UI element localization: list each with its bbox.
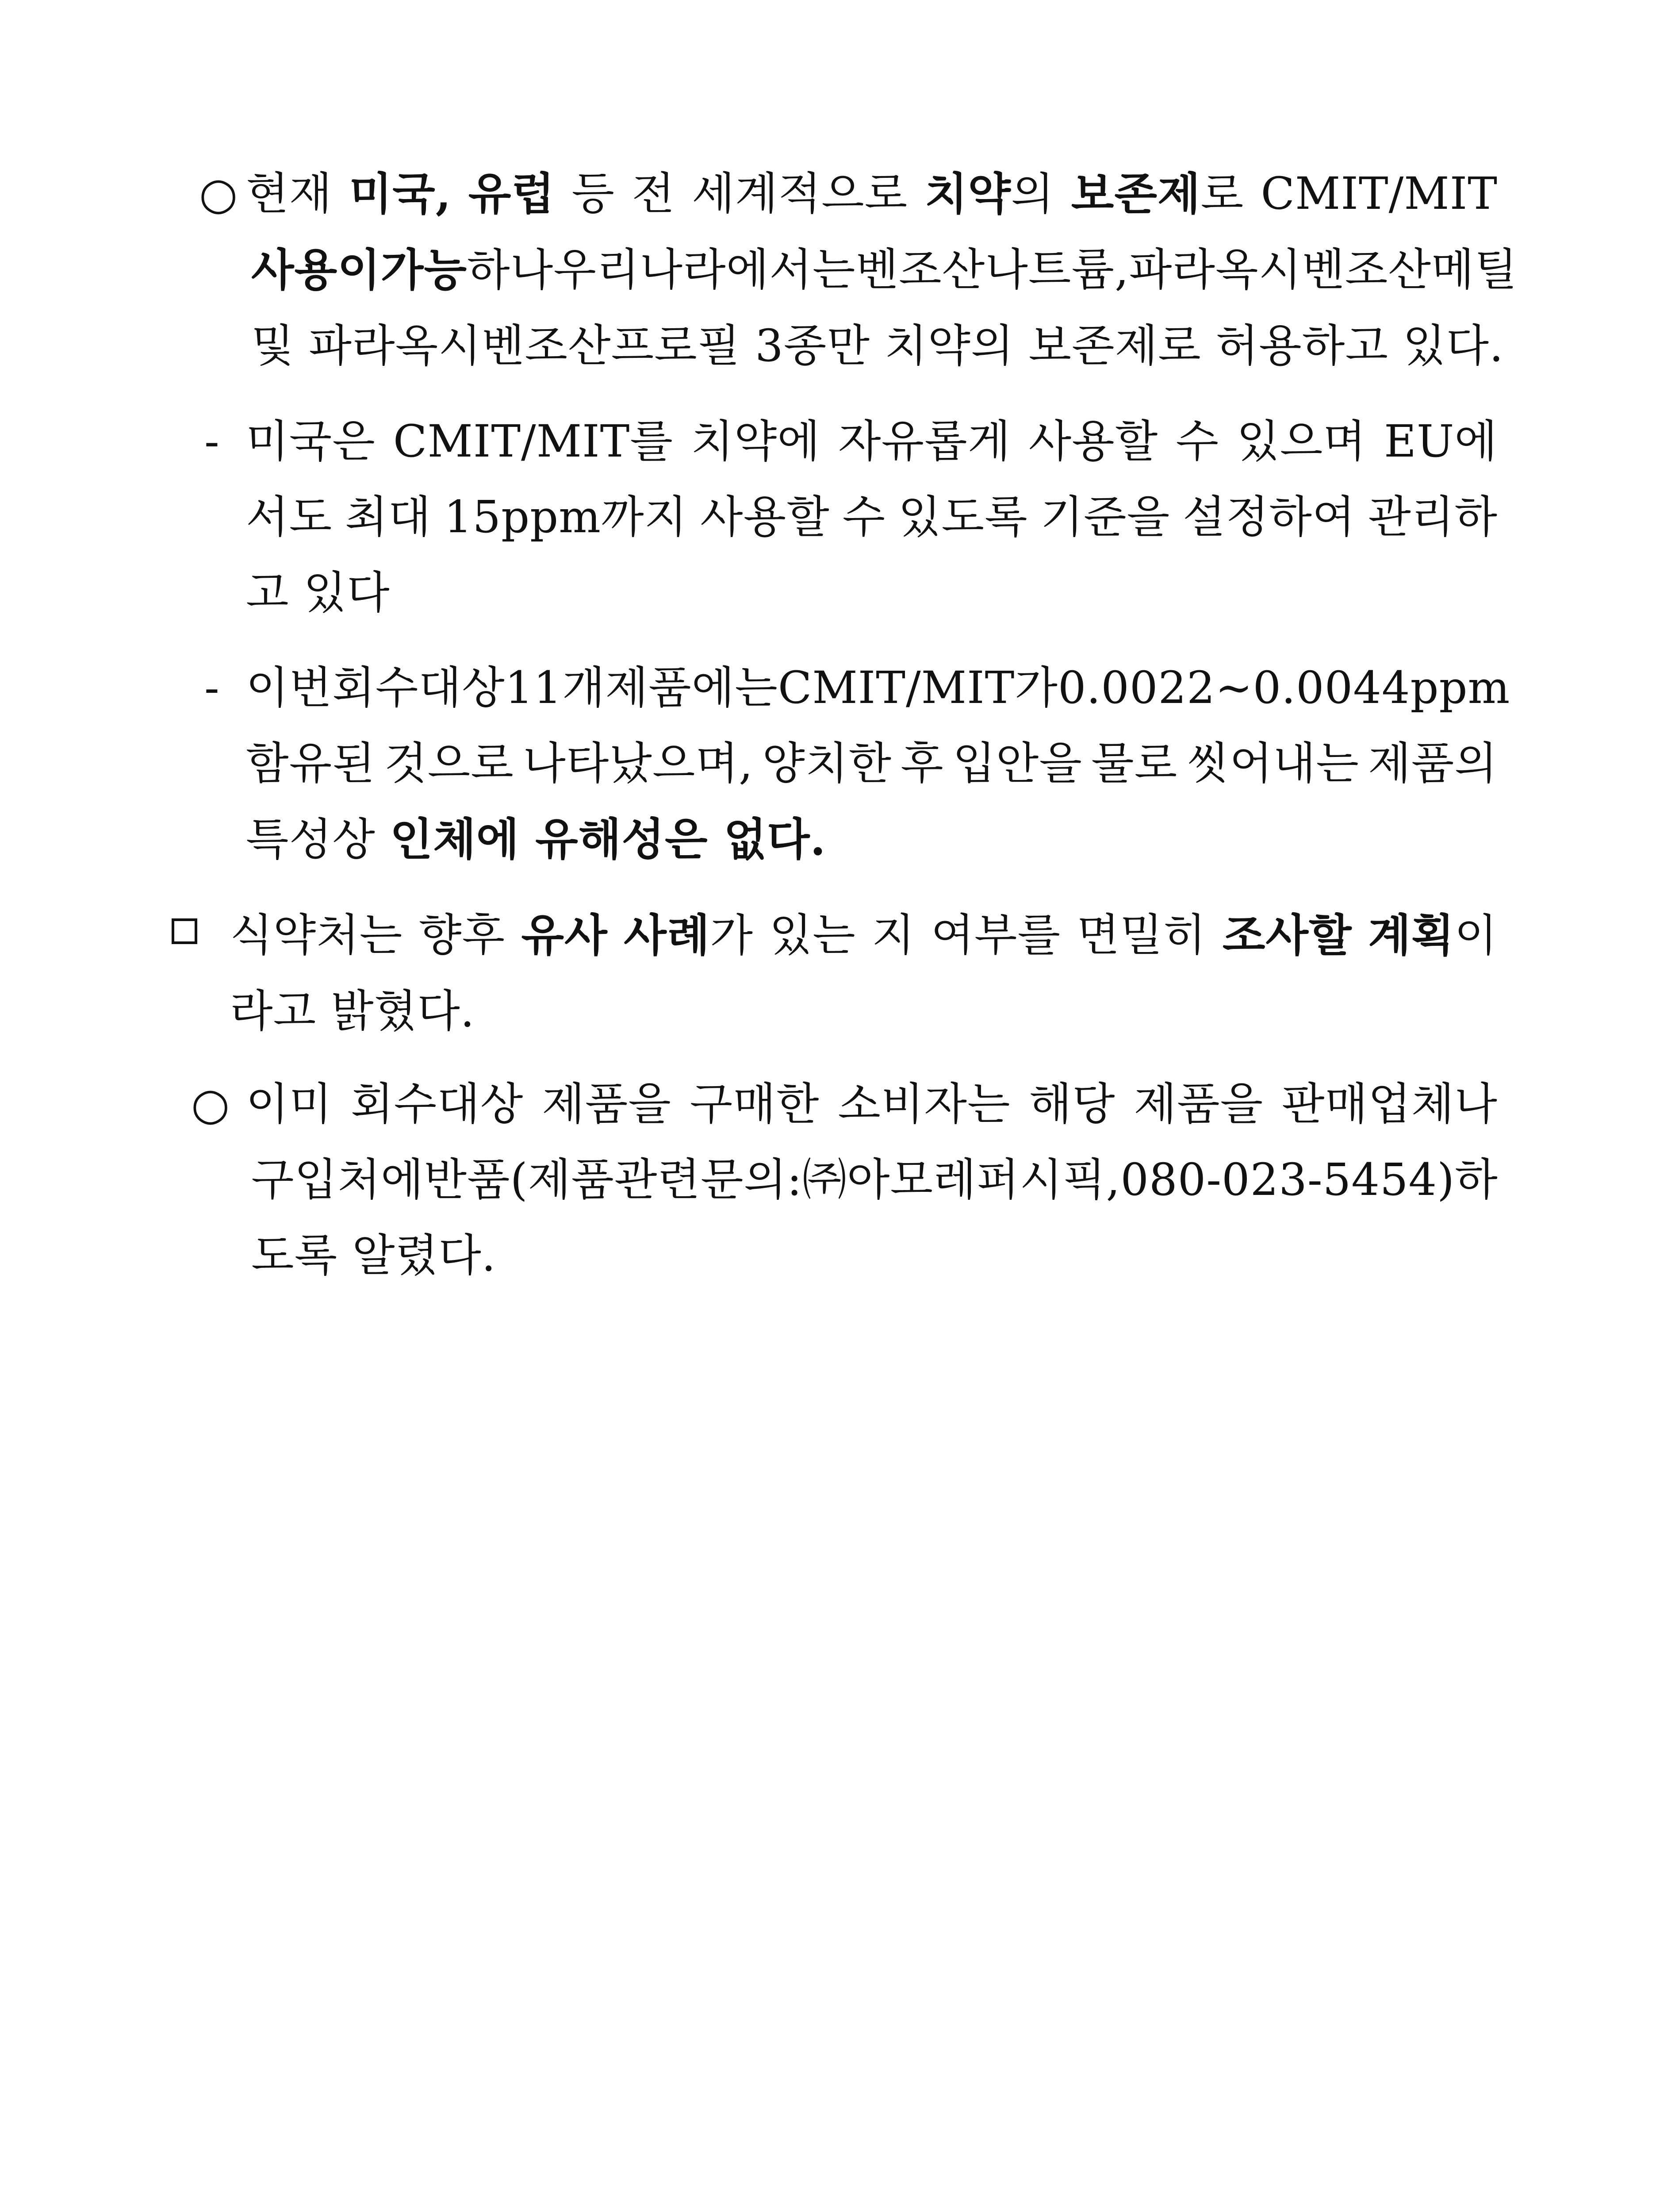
- text-segment: [246, 415, 376, 468]
- bold-text: 유럽: [468, 168, 555, 220]
- paragraph-1-line-1: [246, 167, 1498, 220]
- text-segment: [251, 1229, 496, 1281]
- text-segment: [692, 167, 908, 220]
- text-segment: [349, 167, 452, 220]
- text-segment: [468, 167, 555, 220]
- text: 나타났으며,: [523, 737, 753, 789]
- text: 파라옥시벤조산메틸: [1129, 244, 1518, 296]
- text-segment: [1237, 415, 1366, 468]
- text-segment: [901, 737, 944, 790]
- text-segment: [838, 415, 1011, 468]
- text: 관리하: [1368, 491, 1498, 543]
- text-segment: [1223, 909, 1352, 962]
- text: 의: [1011, 168, 1054, 220]
- text-segment: [1368, 491, 1498, 544]
- text-segment: [390, 814, 826, 865]
- text-segment: [1368, 909, 1498, 962]
- text-segment: [1261, 167, 1498, 220]
- text-segment: [1129, 243, 1518, 296]
- paragraph-3-line-3: [246, 813, 826, 866]
- text: 특성상: [246, 814, 390, 865]
- text: 전: [632, 168, 675, 219]
- text-segment: [605, 661, 778, 714]
- paragraph-4-line-1: [230, 909, 1498, 962]
- text-segment: [762, 737, 892, 790]
- text: 080-023-5454)하: [1120, 1154, 1498, 1206]
- text-segment: [246, 491, 332, 544]
- text: 입안을: [953, 737, 1082, 789]
- text: 15ppm까지: [444, 491, 688, 543]
- text: 설정하여: [1183, 491, 1356, 543]
- text: 구입처에: [251, 1154, 424, 1206]
- text-segment: [523, 737, 753, 790]
- paragraph-2-line-1: [246, 415, 1498, 468]
- square-bullet-icon: [172, 918, 197, 944]
- text-segment: [521, 909, 608, 962]
- text-segment: [1120, 1153, 1498, 1206]
- text: 관련: [614, 1154, 701, 1206]
- text-segment: [632, 167, 675, 220]
- text: 서도: [246, 491, 333, 543]
- text: 문의:: [701, 1154, 802, 1206]
- text: 수: [842, 491, 886, 543]
- text-segment: [230, 909, 402, 962]
- text-segment: [614, 1153, 701, 1206]
- circle-bullet-icon: ○: [199, 168, 238, 219]
- text: 제품을: [1134, 1078, 1264, 1130]
- text-segment: [701, 1153, 802, 1206]
- text-segment: [444, 491, 687, 544]
- text: 제품을: [542, 1078, 671, 1130]
- bold-text: 조사할: [1222, 909, 1352, 961]
- text-segment: [424, 1153, 614, 1206]
- text: 회수대상: [332, 662, 505, 714]
- text: CMIT/MIT: [1261, 168, 1498, 219]
- text: 도록 알렸다.: [251, 1229, 496, 1281]
- bold-text: 인체에 유해성은 없다.: [390, 813, 826, 865]
- text-segment: [770, 909, 856, 962]
- text: 지: [872, 909, 915, 961]
- text: 있도록: [898, 491, 1028, 543]
- paragraph-5-line-1: [246, 1078, 1498, 1131]
- text-segment: [1028, 415, 1158, 468]
- text-segment: [571, 167, 615, 220]
- text-segment: [843, 491, 886, 544]
- bold-text: 계획: [1368, 909, 1455, 961]
- bold-text: 보존제: [1071, 168, 1201, 220]
- text-segment: [1282, 1078, 1498, 1131]
- text: 회수대상: [350, 1078, 524, 1130]
- text: 식약처는: [230, 909, 403, 961]
- text-segment: [1091, 737, 1177, 790]
- text-segment: [1040, 491, 1170, 544]
- text-segment: [345, 491, 431, 544]
- text: 양치한: [762, 737, 892, 789]
- text-segment: [351, 1078, 523, 1131]
- text-segment: [1384, 415, 1498, 468]
- text: 및 파라옥시벤조산프로필 3종만 치약의 보존제로 허용하고 있다.: [251, 320, 1504, 372]
- bold-text: 사례: [624, 909, 710, 961]
- text: 0.0022∼0.0044ppm: [1058, 662, 1510, 714]
- text: 있는: [769, 909, 856, 961]
- text-segment: [691, 415, 820, 468]
- text: CMIT/MIT를: [393, 415, 673, 467]
- text: 하나: [467, 244, 554, 296]
- text: 기준을: [1040, 491, 1170, 543]
- text: 면밀히: [1077, 909, 1207, 961]
- text-segment: [246, 814, 390, 865]
- text: 이번: [246, 662, 333, 714]
- text-segment: [700, 491, 830, 544]
- text-segment: [855, 243, 1129, 296]
- text-segment: [1183, 491, 1355, 544]
- text: 씻어내는: [1186, 737, 1359, 789]
- text-segment: [1134, 1078, 1263, 1131]
- text: 제품의: [1368, 737, 1498, 789]
- bold-text: 가능: [380, 244, 468, 296]
- text: 함유된: [246, 737, 376, 789]
- text-segment: [542, 1078, 671, 1131]
- text-segment: [690, 1078, 820, 1131]
- text: CMIT/MIT가: [778, 662, 1058, 714]
- text-segment: [384, 737, 514, 790]
- text: 자유롭게: [838, 415, 1011, 467]
- text: 우리나라에서는: [553, 244, 856, 296]
- text-segment: [838, 1078, 1010, 1131]
- text: 사용할: [1028, 415, 1158, 467]
- bold-text: 미국,: [349, 168, 452, 220]
- text: 가: [710, 910, 754, 961]
- text: ㈜아모레퍼시픽,: [802, 1154, 1121, 1206]
- text-segment: [1187, 737, 1359, 790]
- text: 수: [1176, 415, 1219, 467]
- text: 물로: [1091, 737, 1178, 789]
- text-segment: [230, 985, 475, 1037]
- text: EU에: [1384, 415, 1498, 467]
- text-segment: [393, 415, 673, 468]
- text-segment: [251, 243, 381, 296]
- text: 등: [571, 168, 615, 219]
- text-segment: [1176, 415, 1219, 468]
- text-segment: [553, 243, 855, 296]
- paragraph-5-line-2: [251, 1153, 1498, 1206]
- text: 있으며: [1237, 415, 1366, 467]
- text: 소비자는: [838, 1078, 1011, 1130]
- text-segment: [1071, 167, 1244, 220]
- text-segment: [1058, 661, 1510, 714]
- text-segment: [246, 737, 376, 790]
- text: 여부를: [931, 909, 1061, 961]
- text: 라고 밝혔다.: [230, 985, 475, 1037]
- text-segment: [925, 167, 1054, 220]
- text-segment: [953, 737, 1082, 790]
- text-segment: [381, 243, 553, 296]
- text-segment: [898, 491, 1028, 544]
- paragraph-3-line-2: [246, 737, 1498, 790]
- text: 고 있다: [246, 567, 390, 618]
- text: 최대: [345, 491, 432, 543]
- text-segment: [419, 909, 505, 962]
- text-segment: [931, 909, 1061, 962]
- text: 미국은: [246, 415, 376, 467]
- text: 벤조산나트륨,: [855, 244, 1129, 296]
- text: 11개: [505, 662, 606, 714]
- bold-text: 유사: [521, 909, 608, 961]
- text-segment: [1368, 737, 1498, 790]
- text-segment: [246, 661, 332, 714]
- text: 것으로: [384, 737, 514, 789]
- text: 세계적으로: [692, 168, 908, 219]
- paragraph-5-line-3: [251, 1229, 496, 1282]
- text: 구매한: [690, 1078, 820, 1130]
- bold-text: 사용이: [251, 244, 381, 296]
- text: 치약에: [691, 415, 820, 467]
- text-segment: [246, 1078, 332, 1131]
- text-segment: [332, 661, 505, 714]
- text: 사용할: [700, 491, 830, 543]
- text-segment: [251, 1153, 424, 1206]
- text-segment: [778, 661, 1058, 714]
- text-segment: [246, 567, 390, 618]
- text-segment: [1029, 1078, 1115, 1131]
- dash-bullet-icon: -: [204, 415, 219, 467]
- text: 반품(제품: [424, 1154, 614, 1206]
- text-segment: [872, 909, 915, 962]
- paragraph-4-line-2: [230, 985, 475, 1038]
- paragraph-1-line-2: [251, 243, 1518, 296]
- bold-text: 치약: [924, 168, 1011, 220]
- text-segment: [802, 1153, 1120, 1206]
- text: 해당: [1029, 1078, 1116, 1130]
- text: 후: [901, 737, 944, 789]
- text: 제품에는: [605, 662, 778, 714]
- text: 로: [1200, 168, 1244, 220]
- paragraph-2-line-3: [246, 566, 390, 619]
- dash-bullet-icon: -: [204, 662, 219, 714]
- text: 향후: [418, 909, 506, 961]
- text: 이미: [246, 1078, 333, 1130]
- text: 이: [1454, 910, 1498, 961]
- paragraph-2-line-2: [246, 491, 1498, 544]
- text-segment: [505, 661, 606, 714]
- text: 현재: [246, 168, 333, 219]
- text-segment: [251, 320, 1504, 372]
- paragraph-1-line-3: [251, 319, 1504, 373]
- paragraph-3-line-1: [246, 661, 1510, 714]
- circle-bullet-icon: ○: [191, 1078, 230, 1130]
- text-segment: [246, 167, 332, 220]
- text: 판매업체나: [1281, 1078, 1498, 1130]
- text-segment: [624, 909, 753, 962]
- text-segment: [1077, 909, 1207, 962]
